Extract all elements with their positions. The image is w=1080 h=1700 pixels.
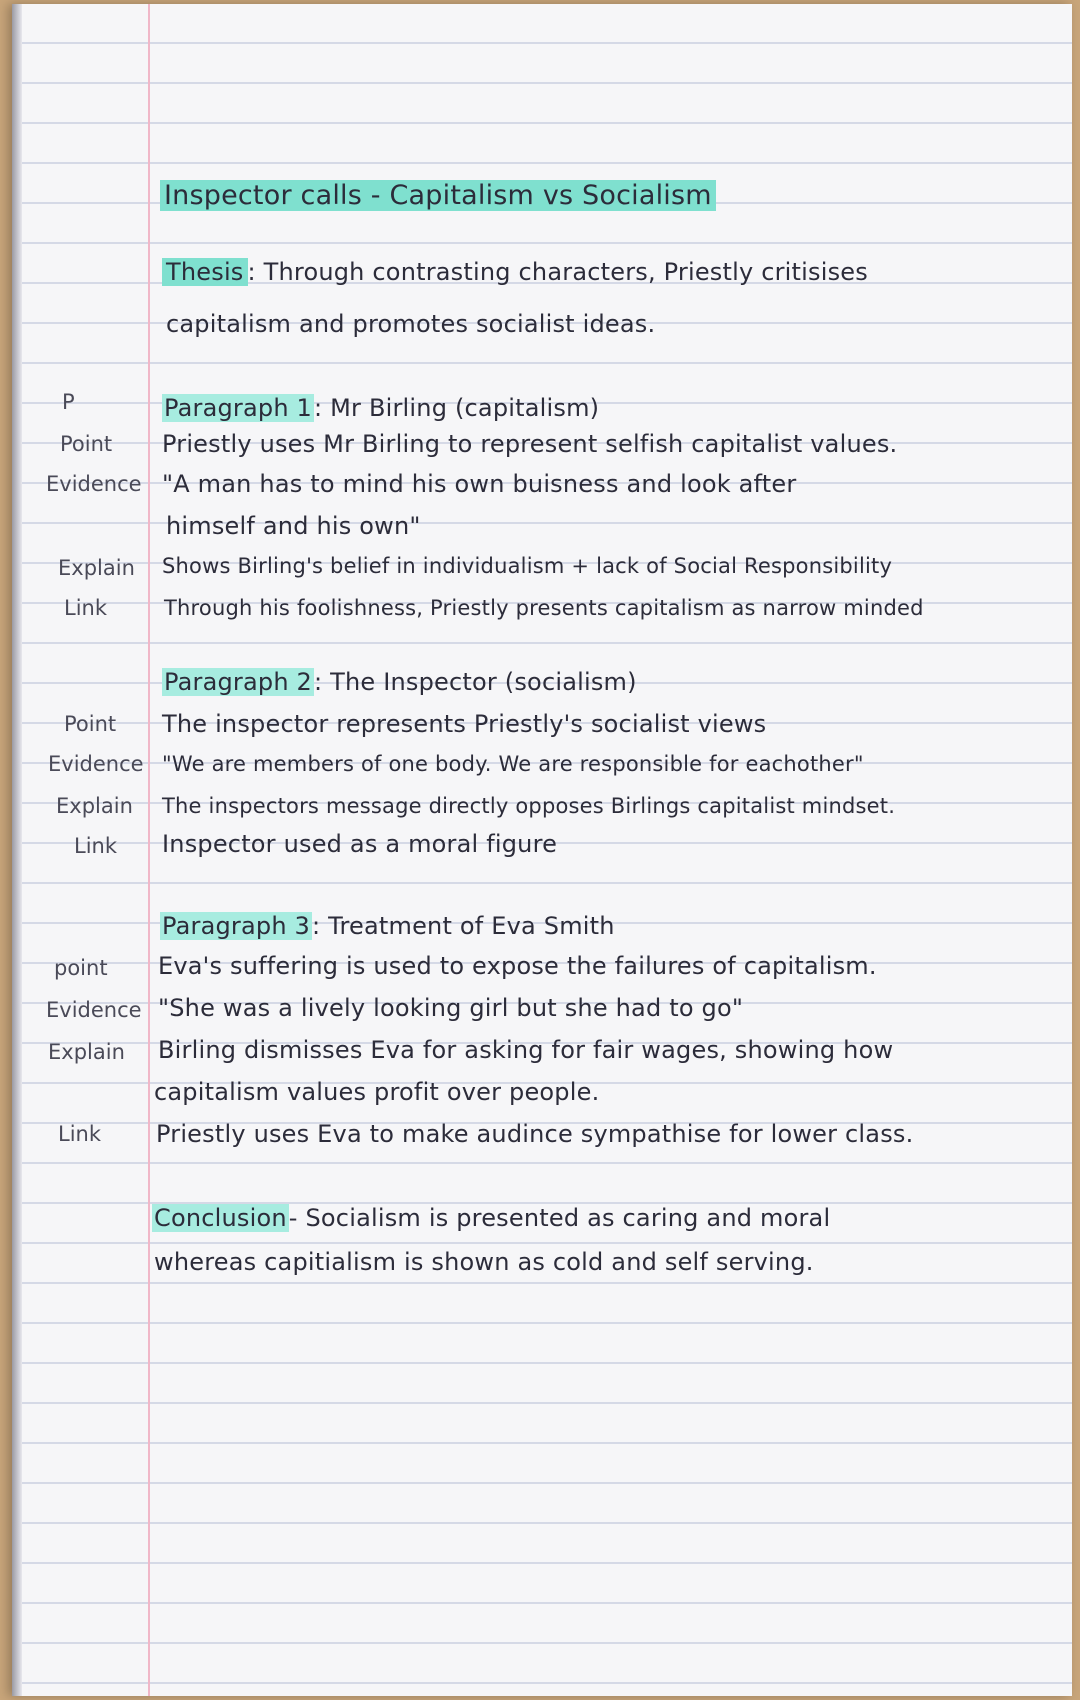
notebook-page: [12, 4, 1072, 1696]
paragraph1-heading-rest: : Mr Birling (capitalism): [314, 394, 600, 422]
margin-line: [148, 4, 150, 1696]
paragraph1-link: Through his foolishness, Priestly presents capitalism as narrow minded: [164, 596, 924, 620]
paragraph3-evidence-label: Evidence: [46, 998, 142, 1022]
paragraph3-explain-2: capitalism values profit over people.: [154, 1078, 600, 1106]
conclusion-line-1: [152, 1204, 830, 1232]
paragraph3-heading-rest: : Treatment of Eva Smith: [312, 912, 615, 940]
paragraph1-link-label: Link: [64, 596, 108, 620]
margin-p: P: [62, 390, 75, 414]
paragraph2-explain: The inspectors message directly opposes Birlings capitalist mindset.: [162, 794, 896, 818]
paragraph1-evidence-2: himself and his own": [166, 512, 421, 540]
paragraph2-heading-label: Paragraph 2: [164, 668, 313, 696]
notebook-spine: [12, 4, 22, 1696]
paragraph1-heading: [162, 394, 599, 422]
paragraph1-explain-label: Explain: [58, 556, 135, 580]
paragraph2-evidence: "We are members of one body. We are responsible for eachother": [162, 752, 864, 776]
paragraph2-point-label: Point: [64, 712, 117, 736]
paragraph3-heading-label: Paragraph 3: [162, 912, 311, 940]
conclusion-line-2: whereas capitialism is shown as cold and self serving.: [154, 1248, 814, 1276]
page-title: [160, 180, 716, 211]
paragraph3-explain-label: Explain: [48, 1040, 125, 1064]
paragraph3-point-label: point: [54, 956, 108, 980]
paragraph2-point: The inspector represents Priestly's socialist views: [162, 710, 767, 738]
thesis-line-2: capitalism and promotes socialist ideas.: [166, 310, 656, 338]
thesis-line-1: [162, 258, 868, 286]
paragraph2-explain-label: Explain: [56, 794, 133, 818]
paragraph1-evidence-1: "A man has to mind his own buisness and look after: [162, 470, 797, 498]
paragraph3-link-label: Link: [58, 1122, 102, 1146]
paragraph1-point: Priestly uses Mr Birling to represent selfish capitalist values.: [162, 430, 898, 458]
paragraph2-heading-rest: : The Inspector (socialism): [314, 668, 637, 696]
paragraph3-evidence: "She was a lively looking girl but she had to go": [158, 994, 744, 1022]
paragraph2-link: Inspector used as a moral figure: [162, 830, 558, 858]
paragraph1-heading-label: Paragraph 1: [164, 394, 313, 422]
conclusion-label: Conclusion: [154, 1204, 287, 1232]
thesis-label: Thesis: [162, 258, 248, 286]
paragraph2-link-label: Link: [74, 834, 118, 858]
paragraph2-evidence-label: Evidence: [48, 752, 144, 776]
paragraph1-evidence-label: Evidence: [46, 472, 142, 496]
title-highlight: Inspector calls - Capitalism vs Socialism: [160, 180, 716, 211]
paragraph2-heading: [162, 668, 637, 696]
conclusion-text-1: - Socialism is presented as caring and moral: [288, 1204, 831, 1232]
paragraph3-link: Priestly uses Eva to make audince sympathise for lower class.: [156, 1120, 914, 1148]
paragraph3-point: Eva's suffering is used to expose the failures of capitalism.: [158, 952, 877, 980]
thesis-text-1: : Through contrasting characters, Priestly critisises: [247, 258, 868, 286]
paragraph3-heading: [160, 912, 615, 940]
paragraph1-explain: Shows Birling's belief in individualism + lack of Social Responsibility: [162, 554, 893, 578]
paragraph1-point-label: Point: [60, 432, 113, 456]
paragraph3-explain-1: Birling dismisses Eva for asking for fair wages, showing how: [158, 1036, 894, 1064]
